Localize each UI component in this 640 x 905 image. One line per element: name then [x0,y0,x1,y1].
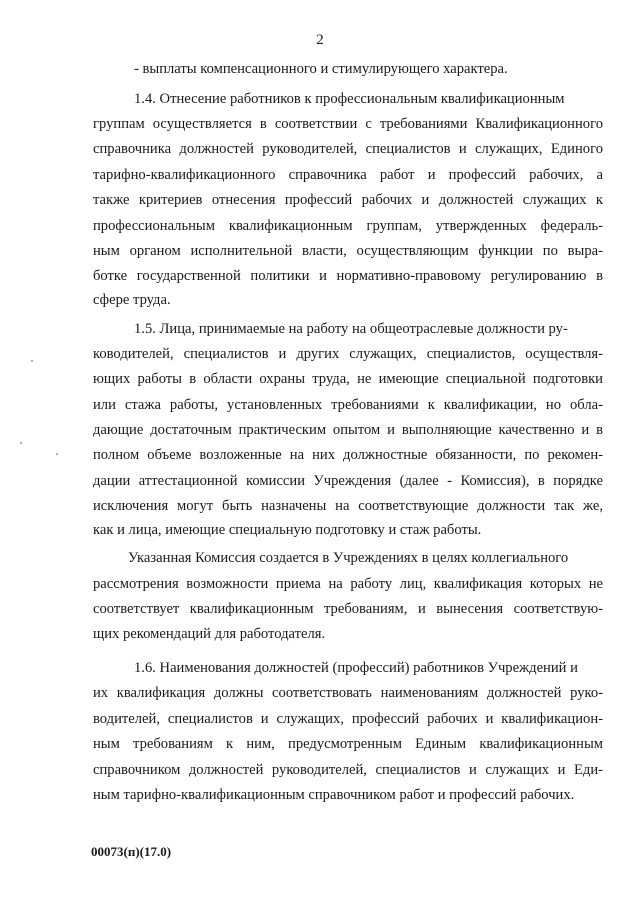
text-line: ющих работы в области охраны труда, не имеющие специальной подготовки [93,371,603,387]
text-line: как и лица, имеющие специальную подготовку и стаж работы. [93,522,482,538]
text-line: ным органом исполнительной власти, осуществляющим функции по выра- [93,243,603,259]
scan-speck [56,453,58,455]
text-line: дации аттестационной комиссии Учреждения (далее - Комиссия), в порядке [93,473,603,489]
text-line: 1.6. Наименования должностей (профессий) работников Учреждений и [134,660,578,676]
text-line: справочником должностей руководителей, специалистов и служащих и Еди- [93,762,603,778]
text-line: щих рекомендаций для работодателя. [93,626,326,642]
footer-document-code: 00073(п)(17.0) [91,844,172,859]
scan-speck [20,442,22,444]
text-line: также критериев отнесения профессий рабочих и должностей служащих к [93,192,603,208]
scan-speck [31,360,33,362]
text-line: сфере труда. [93,292,171,308]
text-line: ным тарифно-квалификационным справочником работ и профессий рабочих. [93,787,575,803]
text-line: ным требованиям к ним, предусмотренным Единым квалификационным [93,736,603,752]
text-line: 1.4. Отнесение работников к профессиональным квалификационным [134,91,565,107]
text-line: рассмотрения возможности приема на работу лиц, квалификация которых не [93,576,603,592]
text-line: профессиональным квалификационным группам, утвержденных федераль- [93,218,603,234]
text-line: Указанная Комиссия создается в Учреждениях в целях коллегиального [128,550,569,566]
text-line: ководителей, специалистов и других служащих, специалистов, осуществля- [93,346,603,362]
text-line: - выплаты компенсационного и стимулирующего характера. [134,61,508,77]
text-line: или стажа работы, установленных требованиями к квалификации, но обла- [93,397,603,413]
text-line: справочника должностей руководителей, специалистов и служащих, Единого [93,141,603,157]
text-line: водителей, специалистов и служащих, профессий рабочих и квалификацион- [93,711,603,727]
text-line: их квалификация должны соответствовать наименованиям должностей руко- [93,685,603,701]
text-line: полном объеме возложенные на них должностные обязанности, по рекомен- [93,447,603,463]
text-line: соответствует квалификационным требованиям, и вынесения соответствую- [93,601,603,617]
page-number: 2 [316,32,324,48]
text-line: исключения могут быть назначены на соответствующие должности так же, [93,498,603,514]
text-line: ботке государственной политики и нормативно-правовому регулированию в [93,268,603,284]
text-line: группам осуществляется в соответствии с требованиями Квалификационного [93,116,603,132]
text-line: тарифно-квалификационного справочника работ и профессий рабочих, а [93,167,603,183]
text-line: 1.5. Лица, принимаемые на работу на общеотраслевые должности ру- [134,321,568,337]
text-line: дающие достаточным практическим опытом и выполняющие качественно и в [93,422,603,438]
